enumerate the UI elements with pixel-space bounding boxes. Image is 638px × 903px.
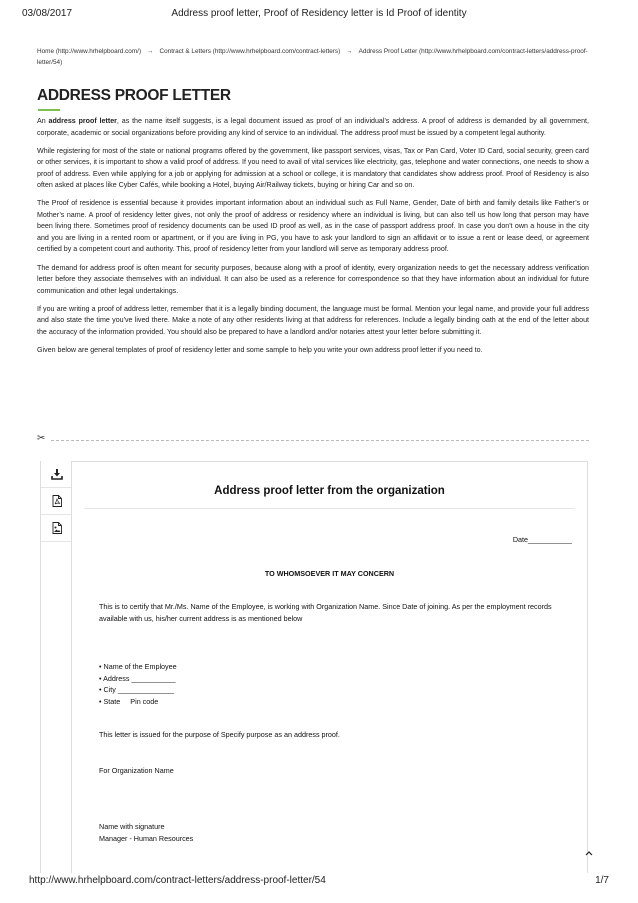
article-paragraph: Given below are general templates of proof of residency letter and some sample to help you write your own address proof letter if you need to.	[37, 345, 483, 354]
article-bold-term: address proof letter	[48, 117, 117, 125]
article-paragraph: The Proof of residence is essential because it provides important information about an individual such as Full Name, Gender, Date of birth and family details like Father’s or Mother’s name. A proof of residency letter gives, not only the proof of address or residency where an individual is living, but can also tell us how long that person may have been living there. Sometimes proof of residency documents can be used ID proof as well, as in the case of passport address proof. In case you don't own a house in the city and you are living in a rented room or apartment, or if you are living in PG, you have to ask your landlord to sign an affidavit or to issue a rent or lease deed, or agreement certified by a competent court and authority. This, proof of residency letter from your landlord will serve as temporary address proof.	[37, 199, 589, 254]
scissor-icon: ✂	[37, 433, 46, 444]
article-text: An	[37, 117, 49, 125]
template-purpose-text: This letter is issued for the purpose of Specify purpose as an address proof.	[99, 730, 340, 739]
breadcrumb	[37, 46, 593, 68]
print-header	[22, 8, 616, 22]
list-item-pin: Pin code	[130, 696, 159, 706]
template-title: Address proof letter from the organization	[214, 485, 445, 497]
breadcrumb-current-link[interactable]: Address Proof Letter (http://www.hrhelpboard.com/contract-letters/address-proof-letter/54)	[37, 48, 588, 66]
download-button[interactable]	[41, 461, 72, 488]
scroll-top-button[interactable]	[582, 846, 596, 860]
print-footer-url: http://www.hrhelpboard.com/contract-letters/address-proof-letter/54	[29, 875, 326, 886]
template-signature-block	[99, 821, 193, 844]
breadcrumb-contract-link[interactable]: Contract & Letters (http://www.hrhelpboard.com/contract-letters)	[159, 48, 341, 55]
list-item-state: • State	[99, 696, 121, 706]
breadcrumb-separator: →	[346, 48, 353, 55]
article-paragraph: While registering for most of the state or national programs offered by the government, like passport services, visas, Tax or Pan Card, Voter ID Card, social security, green card or other services, it is important to show a valid proof of address. If you need to avail of vital services like electricity, gas, telephone and water connections, one needs to show a proof of address. Even while applying for a job or applying for admission at a school or college, it is mandatory that candidates show address proof. Proof of Residency is also often asked at places like Cyber Cafés, while booking a Hotel, buying Air/Railway tickets, buying or hiring Car and so on.	[37, 146, 589, 190]
download-icon	[51, 468, 63, 480]
template-salutation: TO WHOMSOEVER IT MAY CONCERN	[264, 569, 395, 578]
template-toolbar	[40, 461, 73, 873]
article-paragraph: If you are writing a proof of address letter, remember that it is a legally binding document, the language must be formal. Mention your legal name, and provide your full address and also state the time you've lived there. Make a note of any other residents living at that address for references. Include a legally binding oath at the end of the letter about the accuracy of the information provided. You should also be prepared to have a landlord and/or notaries attest your letter before submitting it.	[37, 304, 589, 336]
template-certify-text: This is to certify that Mr./Ms. Name of the Employee, is working with Organization Name. Since Date of joining. As per the employment records available with us, his/her current address is as mentioned below	[99, 602, 552, 623]
print-date: 03/08/2017	[22, 8, 73, 19]
chevron-up-icon	[585, 850, 593, 856]
heading-accent-bar	[38, 109, 60, 111]
signature-name: Name with signature	[99, 822, 165, 831]
article-body	[37, 116, 589, 363]
dashed-divider	[51, 440, 589, 441]
letter-template	[71, 461, 588, 873]
template-date: Date___________	[512, 535, 572, 544]
template-for-org: For Organization Name	[99, 766, 174, 775]
signature-role: Manager - Human Resources	[99, 833, 194, 843]
pdf-file-icon	[52, 495, 62, 507]
breadcrumb-separator: →	[147, 48, 154, 55]
article-paragraph: The demand for address proof is often meant for security purposes, because along with a proof of identity, every organization needs to get the necessary address verification letter before they associate themselves with an individual. It can also be used as a reference for correspondence so that they have information about an individual for future communication and other legal undertakings.	[37, 263, 589, 295]
image-file-icon	[52, 522, 62, 534]
list-item: • Address ___________	[99, 673, 176, 683]
print-title: Address proof letter, Proof of Residency letter is Id Proof of identity	[171, 8, 467, 19]
page-number: 1/7	[595, 875, 609, 886]
print-footer	[29, 875, 609, 889]
template-divider	[84, 508, 575, 509]
list-item: • City ______________	[99, 685, 174, 695]
article-text: , as the name itself suggests, is a legal document issued as proof of an individual's address. A proof of address is demanded by all government, corporate, academic or social organizations before providing any kind of service to an individual. The address proof must be issued by a competent legal authority.	[37, 117, 589, 137]
article-paragraph	[37, 116, 589, 139]
pdf-download-button[interactable]	[41, 488, 72, 515]
list-item	[99, 696, 177, 708]
template-detail-list	[99, 661, 177, 707]
cut-line	[37, 433, 589, 446]
image-download-button[interactable]	[41, 515, 72, 542]
list-item: • Name of the Employee	[99, 662, 177, 671]
breadcrumb-home-link[interactable]: Home (http://www.hrhelpboard.com/)	[37, 48, 142, 55]
page-title: ADDRESS PROOF LETTER	[37, 87, 231, 104]
